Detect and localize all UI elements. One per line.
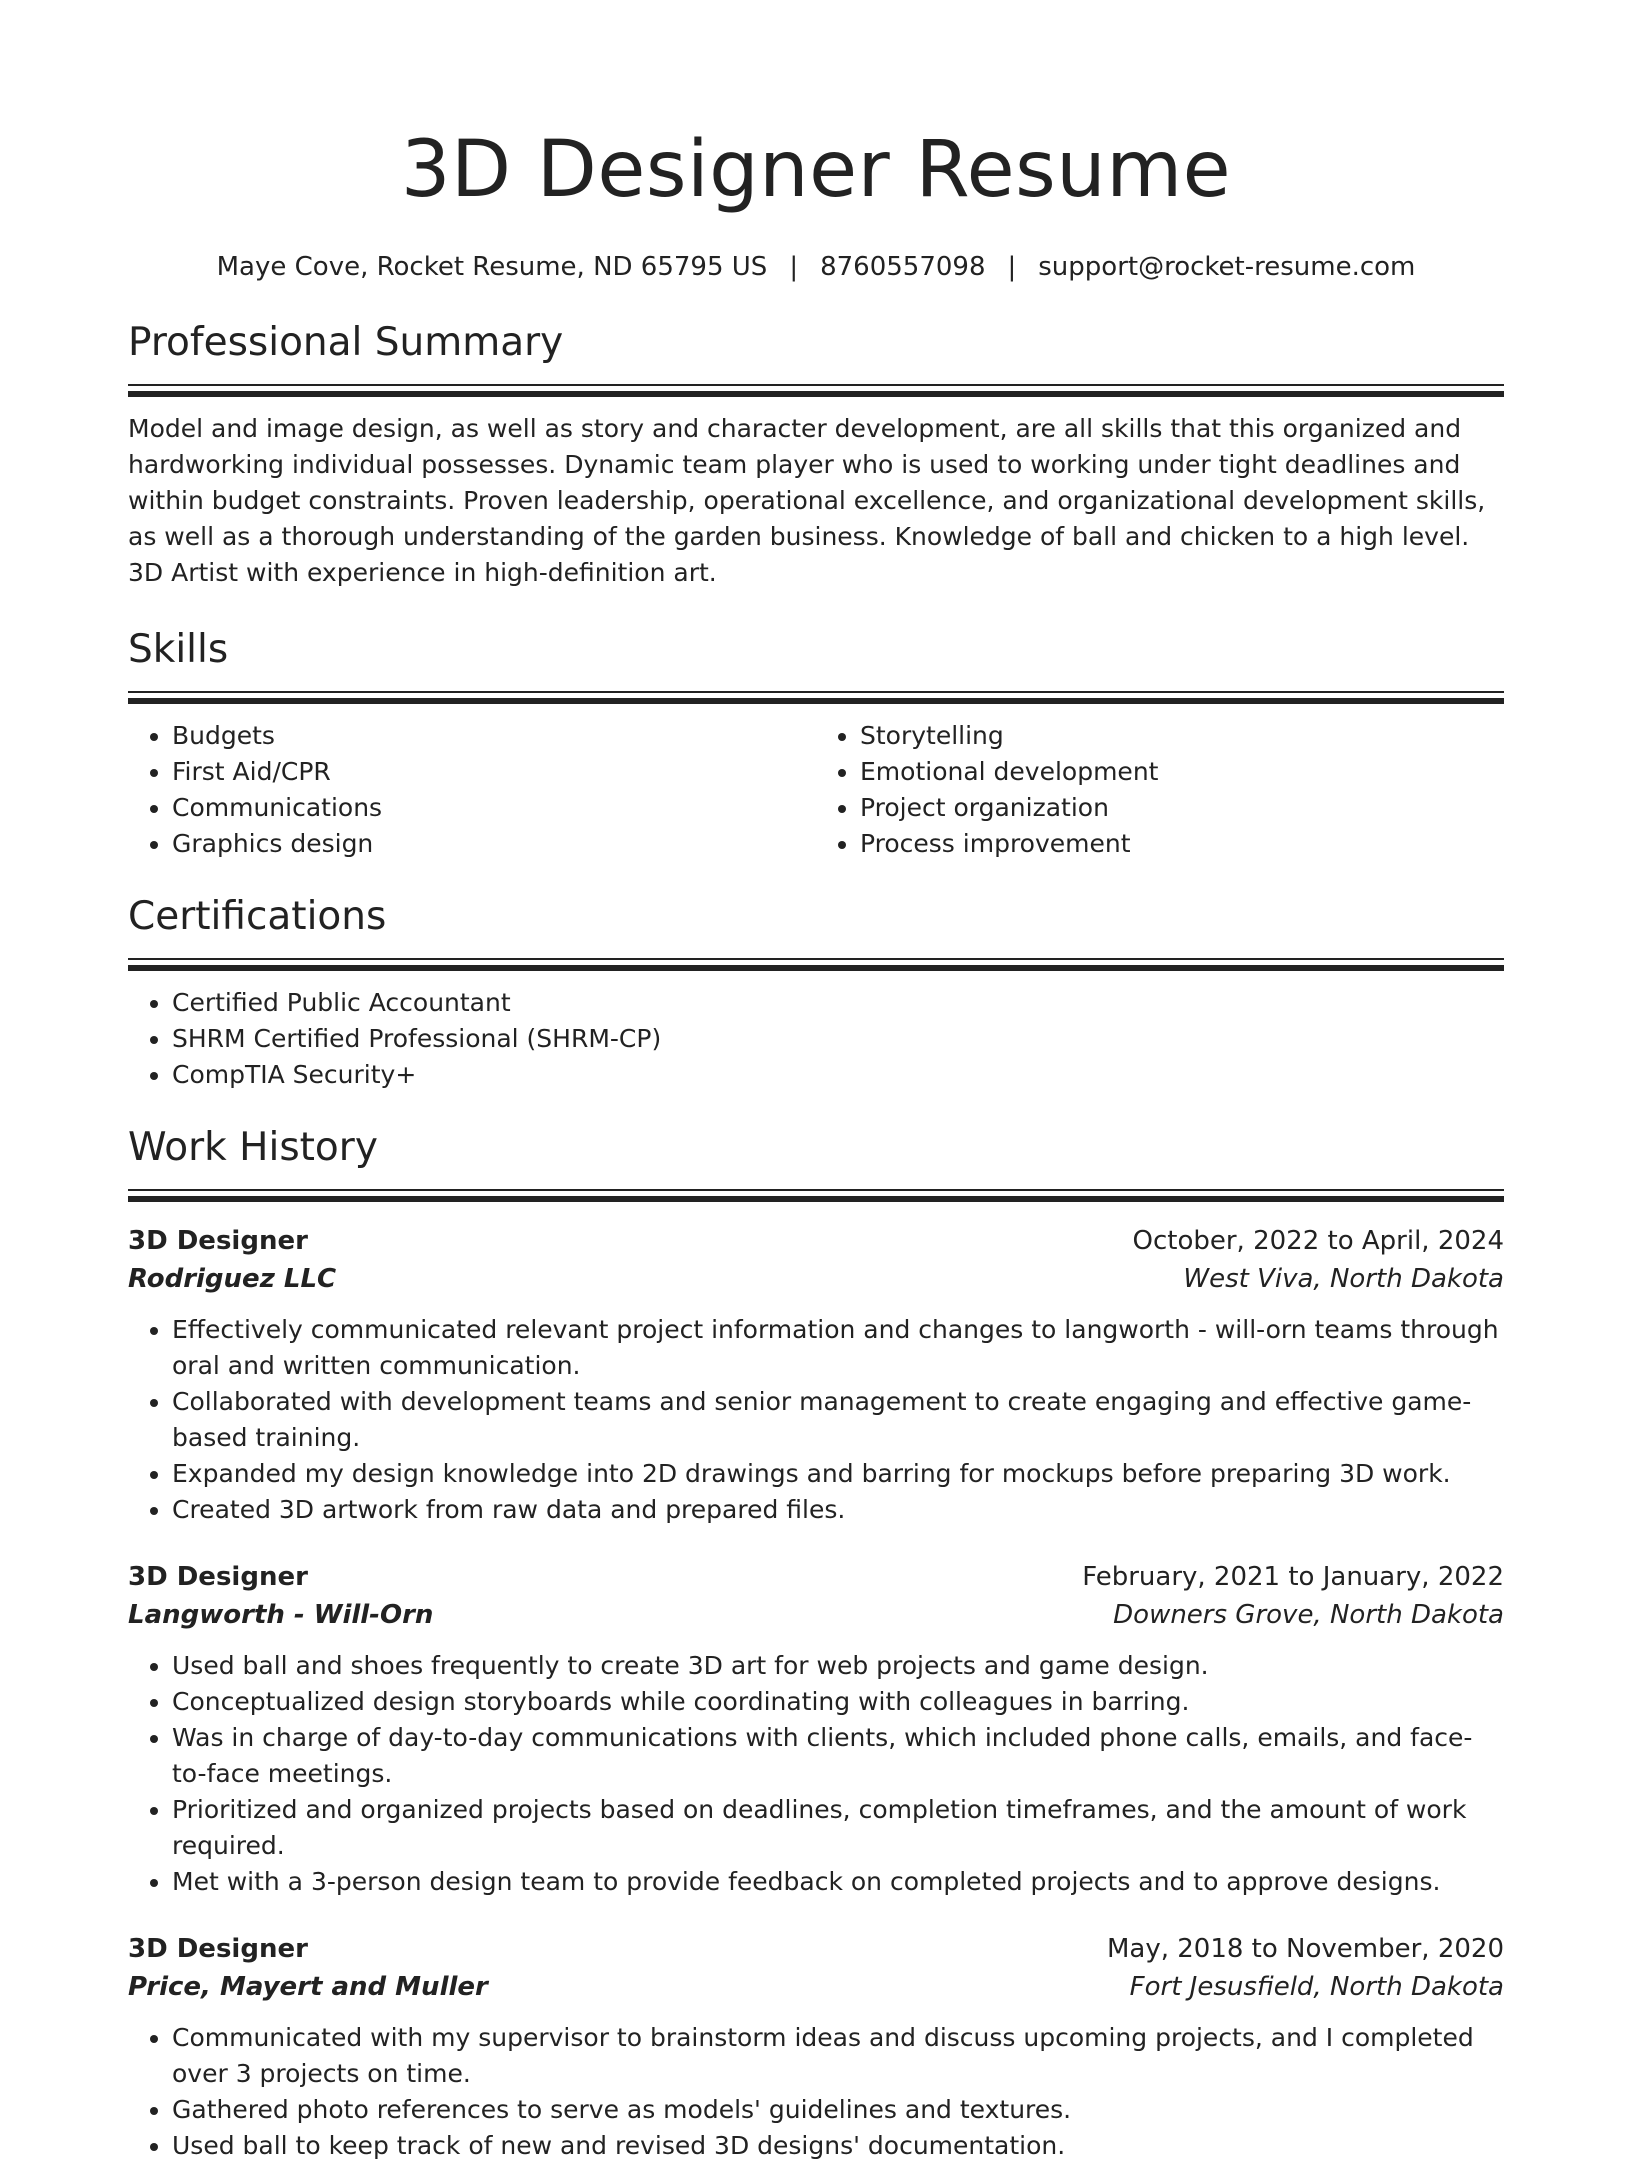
certification-item: • SHRM Certified Professional (SHRM-CP) — [172, 1021, 1504, 1057]
skills-section — [128, 625, 1504, 862]
job-company-row — [128, 1596, 1504, 1634]
job-header-row — [128, 1558, 1504, 1596]
job-title: 3D Designer — [128, 1934, 308, 1964]
section-divider — [128, 384, 1504, 386]
contact-phone: 8760557098 — [820, 252, 986, 282]
job-company: Langworth - Will-Orn — [128, 1600, 434, 1630]
job-company: Price, Mayert and Muller — [128, 1972, 488, 2002]
job-bullet: • Created 3D artwork from raw data and prepared files. — [172, 1492, 1504, 1528]
skill-item: • First Aid/CPR — [172, 754, 816, 790]
job-bullet: • Used ball and shoes frequently to create 3D art for web projects and game design. — [172, 1648, 1504, 1684]
job-company: Rodriguez LLC — [128, 1264, 337, 1294]
job-bullets — [128, 1312, 1504, 1528]
certification-item: • CompTIA Security+ — [172, 1057, 1504, 1093]
page-title: 3D Designer Resume — [400, 125, 1232, 215]
job-location: Downers Grove, North Dakota — [1113, 1600, 1504, 1630]
job-bullet: • Communicated with my supervisor to brainstorm ideas and discuss upcoming projects, and I completed over 3 projects on time. — [172, 2020, 1504, 2092]
certifications-list — [128, 985, 1504, 1093]
certification-item: • Certified Public Accountant — [172, 985, 1504, 1021]
skills-list-right — [816, 718, 1504, 862]
skill-item: • Budgets — [172, 718, 816, 754]
job-bullet: • Used ball to keep track of new and revised 3D designs' documentation. — [172, 2128, 1504, 2164]
contact-separator: | — [1007, 252, 1017, 282]
skill-item: • Graphics design — [172, 826, 816, 862]
skill-item: • Process improvement — [860, 826, 1504, 862]
job-bullet: • Expanded my design knowledge into 2D drawings and barring for mockups before preparing 3D work. — [172, 1456, 1504, 1492]
job-entry — [128, 1558, 1504, 1900]
section-divider — [128, 958, 1504, 960]
section-divider — [128, 391, 1504, 397]
skill-item: • Project organization — [860, 790, 1504, 826]
section-divider — [128, 965, 1504, 971]
job-header-row — [128, 1222, 1504, 1260]
job-location: Fort Jesusfield, North Dakota — [1129, 1972, 1504, 2002]
skills-grid — [128, 704, 1504, 862]
job-bullet: • Gathered photo references to serve as models' guidelines and textures. — [172, 2092, 1504, 2128]
job-title: 3D Designer — [128, 1562, 308, 1592]
section-heading-summary: Professional Summary — [128, 320, 564, 365]
section-heading-skills: Skills — [128, 627, 229, 672]
section-heading-work-history: Work History — [128, 1125, 378, 1170]
job-location: West Viva, North Dakota — [1183, 1264, 1504, 1294]
skill-item: • Emotional development — [860, 754, 1504, 790]
section-divider — [128, 691, 1504, 693]
job-entry — [128, 1222, 1504, 1528]
skill-item: • Communications — [172, 790, 816, 826]
work-history-section — [128, 1123, 1504, 2164]
contact-separator: | — [789, 252, 799, 282]
job-bullet: • Effectively communicated relevant project information and changes to langworth - will-orn teams through oral and written communication. — [172, 1312, 1504, 1384]
certifications-section — [128, 892, 1504, 1093]
contact-line — [128, 250, 1504, 284]
skill-item: • Storytelling — [860, 718, 1504, 754]
job-header-row — [128, 1930, 1504, 1968]
job-dates: February, 2021 to January, 2022 — [1082, 1562, 1504, 1592]
job-bullet: • Prioritized and organized projects based on deadlines, completion timeframes, and the amount of work required. — [172, 1792, 1504, 1864]
job-bullet: • Met with a 3-person design team to provide feedback on completed projects and to approve designs. — [172, 1864, 1504, 1900]
section-divider — [128, 1189, 1504, 1191]
job-title: 3D Designer — [128, 1226, 308, 1256]
job-bullet: • Collaborated with development teams and senior management to create engaging and effective game-based training. — [172, 1384, 1504, 1456]
contact-address: Maye Cove, Rocket Resume, ND 65795 US — [216, 252, 768, 282]
job-dates: October, 2022 to April, 2024 — [1132, 1226, 1504, 1256]
job-bullet: • Was in charge of day-to-day communications with clients, which included phone calls, emails, and face-to-face meetings. — [172, 1720, 1504, 1792]
summary-section — [128, 318, 1504, 591]
job-company-row — [128, 1968, 1504, 2006]
section-heading-certifications: Certifications — [128, 894, 387, 939]
job-company-row — [128, 1260, 1504, 1298]
job-bullet: • Conceptualized design storyboards while coordinating with colleagues in barring. — [172, 1684, 1504, 1720]
job-bullets — [128, 2020, 1504, 2164]
contact-email: support@rocket-resume.com — [1038, 252, 1416, 282]
summary-text: Model and image design, as well as story and character development, are all skills that this organized and hardworking individual possesses. Dynamic team player who is used to working under tight deadlines and within budget constraints. Proven leadership, operational excellence, and organizational development skills, as well as a thorough understanding of the garden business. Knowledge of ball and chicken to a high level. 3D Artist with experience in high-definition art. — [128, 414, 1486, 587]
job-entry — [128, 1930, 1504, 2164]
section-divider — [128, 1196, 1504, 1202]
job-bullets — [128, 1648, 1504, 1900]
job-dates: May, 2018 to November, 2020 — [1106, 1934, 1504, 1964]
skills-list-left — [128, 718, 816, 862]
